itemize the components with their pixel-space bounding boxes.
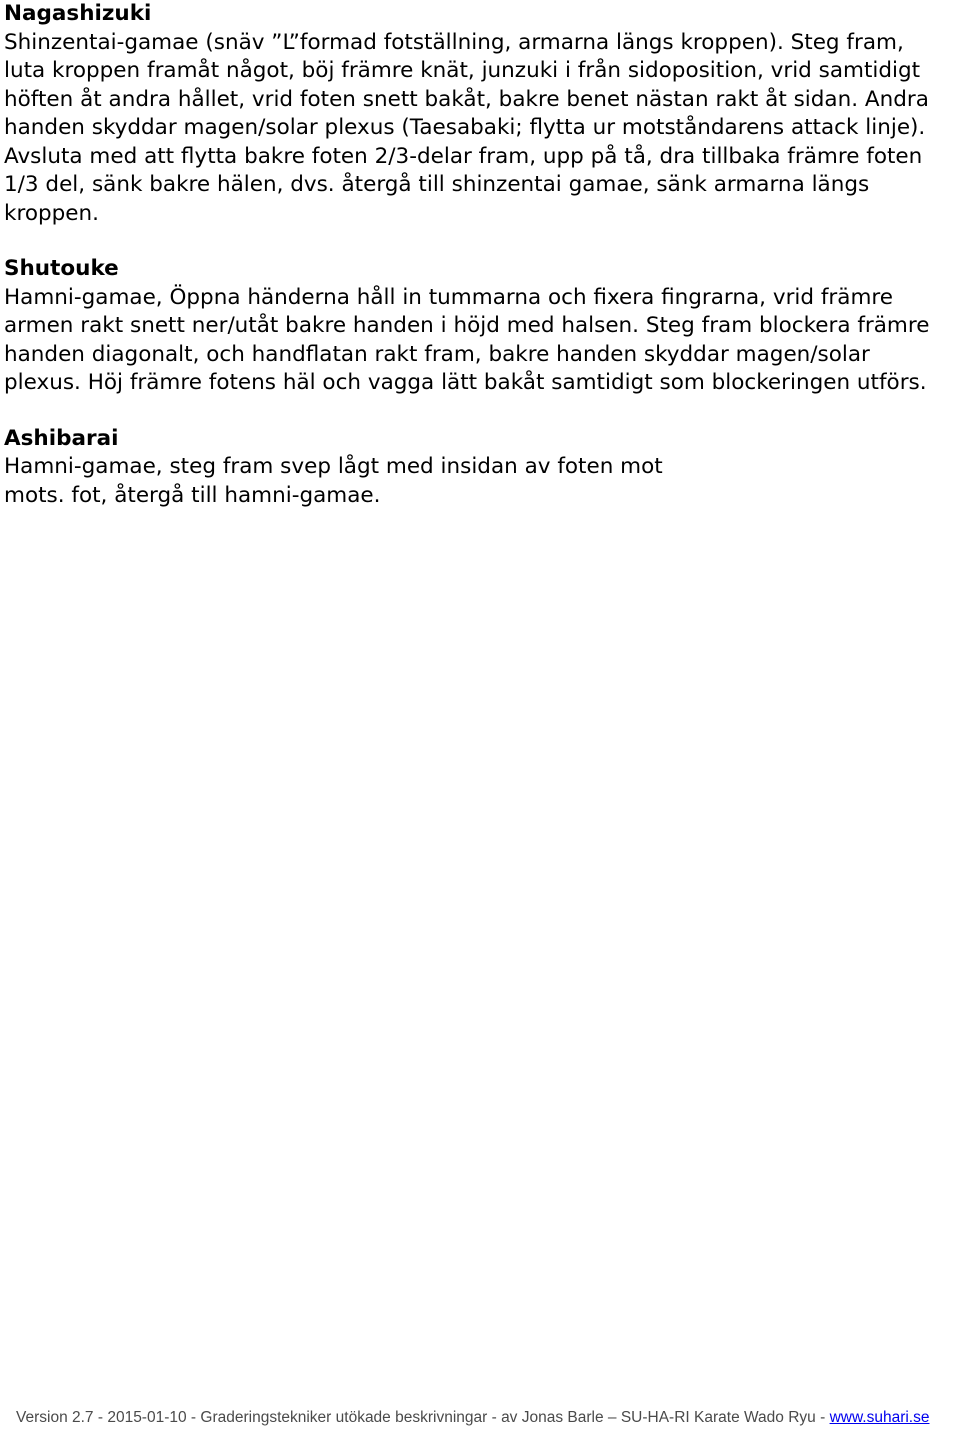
section-ashibarai [4,425,960,511]
section-paragraph [4,29,960,229]
section-paragraph [4,453,960,510]
paragraph-line: handen diagonalt, och handflatan rakt fram, bakre handen skyddar magen/solar [4,341,870,367]
page-footer [16,1408,930,1428]
section-shutouke [4,255,960,398]
section-heading: Shutouke [4,256,119,281]
section-heading: Ashibarai [4,425,119,451]
paragraph-line: 1/3 del, sänk bakre hälen, dvs. återgå till shinzentai gamae, sänk armarna längs [4,172,870,197]
paragraph-line: handen skyddar magen/solar plexus (Taesabaki; flytta ur motståndarens attack linje). [4,115,926,140]
paragraph-line: mots. fot, återgå till hamni-gamae. [4,482,381,508]
footer-text: Version 2.7 - 2015-01-10 - Graderingstekniker utökade beskrivningar - av Jonas Barle – SU-HA-RI Karate Wado Ryu - [16,1409,830,1426]
paragraph-line: höften åt andra hållet, vrid foten snett bakåt, bakre benet nästan rakt åt sidan. Andra [4,86,929,112]
paragraph-line: Avsluta med att flytta bakre foten 2/3-delar fram, upp på tå, dra tillbaka främre foten [4,143,923,169]
paragraph-line: Hamni-gamae, Öppna händerna håll in tummarna och fixera fingrarna, vrid främre [4,284,893,310]
section-heading: Nagashizuki [4,1,152,26]
section-paragraph [4,284,960,398]
document-body [4,0,960,537]
paragraph-line: kroppen. [4,200,99,226]
footer-website-link[interactable]: www.suhari.se [829,1409,930,1426]
paragraph-line: luta kroppen framåt något, böj främre knät, junzuki i från sidoposition, vrid samtidigt [4,58,921,83]
paragraph-line: Shinzentai-gamae (snäv ”L”formad fotställning, armarna längs kroppen). Steg fram, [4,29,904,55]
paragraph-line: Hamni-gamae, steg fram svep lågt med insidan av foten mot [4,454,663,479]
paragraph-line: armen rakt snett ner/utåt bakre handen i höjd med halsen. Steg fram blockera främre [4,313,930,338]
paragraph-line: plexus. Höj främre fotens häl och vagga lätt bakåt samtidigt som blockeringen utförs. [4,370,927,395]
section-nagashizuki [4,0,960,228]
